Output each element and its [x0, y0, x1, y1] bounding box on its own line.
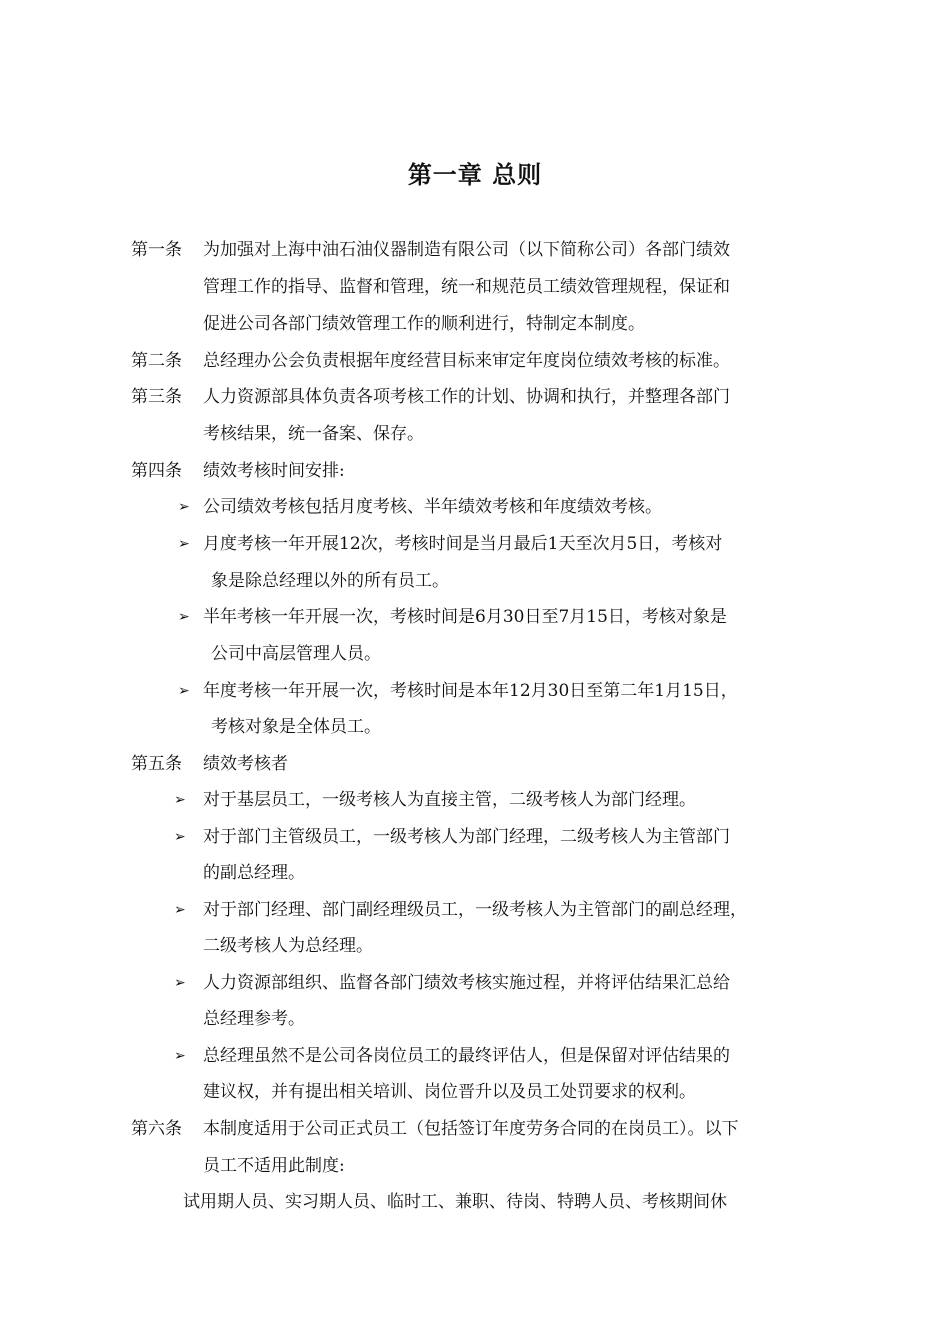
art4-bullet-2-line-2: 象是除总经理以外的所有员工。 — [211, 571, 449, 591]
art4-bullet-3-line-1: 半年考核一年开展一次，考核时间是6月30日至7月15日，考核对象是 — [203, 607, 727, 627]
arrow-bullet-icon: ➢ — [178, 609, 190, 625]
art5-bullet-4-line-1: 人力资源部组织、监督各部门绩效考核实施过程，并将评估结果汇总给 — [203, 973, 730, 993]
article-6-excluded-list: 试用期人员、实习期人员、临时工、兼职、待岗、特聘人员、考核期间休 — [183, 1192, 727, 1212]
art4-bullet-1-line-1: 公司绩效考核包括月度考核、半年绩效考核和年度绩效考核。 — [203, 497, 662, 517]
chapter-title: 第一章 总则 — [407, 161, 543, 189]
article-6-line-1: 本制度适用于公司正式员工（包括签订年度劳务合同的在岗员工）。以下 — [203, 1119, 739, 1139]
art5-bullet-4-line-2: 总经理参考。 — [203, 1009, 305, 1029]
art5-bullet-5-line-1: 总经理虽然不是公司各岗位员工的最终评估人，但是保留对评估结果的 — [203, 1046, 730, 1066]
arrow-bullet-icon: ➢ — [178, 536, 190, 552]
article-5-line-1: 绩效考核者 — [203, 754, 288, 774]
art5-bullet-3-line-1: 对于部门经理、部门副经理级员工，一级考核人为主管部门的副总经理， — [203, 900, 747, 920]
arrow-bullet-icon: ➢ — [174, 1048, 186, 1064]
art5-bullet-2-line-2: 的副总经理。 — [203, 863, 305, 883]
article-1-line-3: 促进公司各部门绩效管理工作的顺利进行，特制定本制度。 — [203, 314, 645, 334]
article-4-label: 第四条 — [131, 461, 182, 481]
arrow-bullet-icon: ➢ — [174, 792, 186, 808]
art4-bullet-2-line-1: 月度考核一年开展12次，考核时间是当月最后1天至次月5日，考核对 — [203, 534, 723, 554]
article-1-line-2: 管理工作的指导、监督和管理，统一和规范员工绩效管理规程，保证和 — [203, 277, 730, 297]
arrow-bullet-icon: ➢ — [174, 902, 186, 918]
art5-bullet-1-line-1: 对于基层员工，一级考核人为直接主管，二级考核人为部门经理。 — [203, 790, 696, 810]
article-1-line-1: 为加强对上海中油石油仪器制造有限公司（以下简称公司）各部门绩效 — [203, 240, 730, 260]
art5-bullet-5-line-2: 建议权，并有提出相关培训、岗位晋升以及员工处罚要求的权利。 — [203, 1082, 696, 1102]
article-2-label: 第二条 — [131, 351, 182, 371]
art4-bullet-4-line-1: 年度考核一年开展一次，考核时间是本年12月30日至第二年1月15日， — [203, 681, 738, 701]
arrow-bullet-icon: ➢ — [174, 975, 186, 991]
art4-bullet-3-line-2: 公司中高层管理人员。 — [211, 644, 381, 664]
article-1-label: 第一条 — [131, 240, 182, 260]
article-3-line-2: 考核结果，统一备案、保存。 — [203, 424, 424, 444]
article-5-label: 第五条 — [131, 754, 182, 774]
article-3-label: 第三条 — [131, 387, 182, 407]
article-6-line-2: 员工不适用此制度: — [203, 1156, 345, 1176]
article-3-line-1: 人力资源部具体负责各项考核工作的计划、协调和执行，并整理各部门 — [203, 387, 730, 407]
arrow-bullet-icon: ➢ — [174, 829, 186, 845]
arrow-bullet-icon: ➢ — [178, 499, 190, 515]
art5-bullet-3-line-2: 二级考核人为总经理。 — [203, 936, 373, 956]
arrow-bullet-icon: ➢ — [178, 683, 190, 699]
art4-bullet-4-line-2: 考核对象是全体员工。 — [211, 717, 381, 737]
article-4-line-1: 绩效考核时间安排: — [203, 461, 345, 481]
article-6-label: 第六条 — [131, 1119, 182, 1139]
art5-bullet-2-line-1: 对于部门主管级员工，一级考核人为部门经理，二级考核人为主管部门 — [203, 827, 730, 847]
article-2-line-1: 总经理办公会负责根据年度经营目标来审定年度岗位绩效考核的标准。 — [203, 351, 730, 371]
